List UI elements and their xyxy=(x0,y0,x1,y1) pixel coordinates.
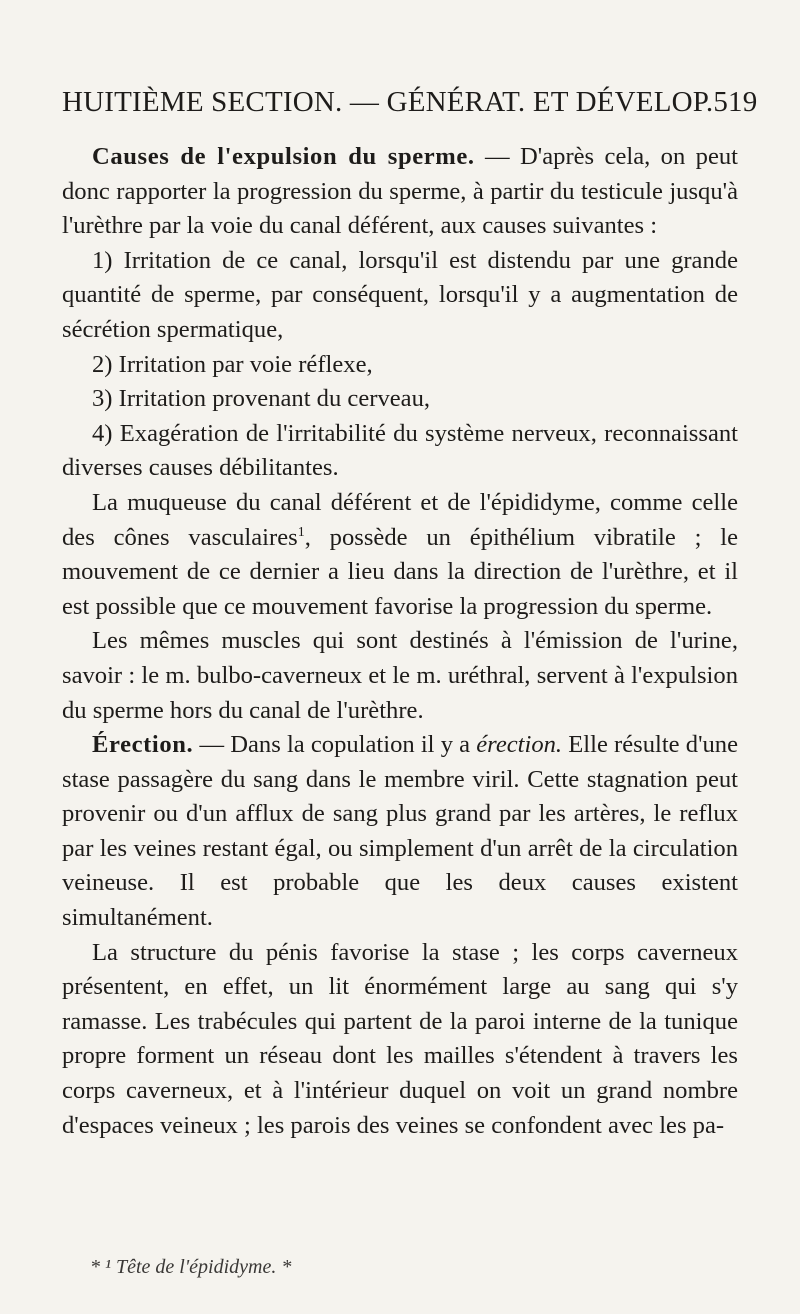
page-number: 519 xyxy=(713,86,758,118)
main-text xyxy=(62,140,738,1143)
list-item: 4) Exagération de l'irritabilité du système nerveux, reconnaissant diverses causes débilitantes. xyxy=(62,419,738,482)
running-header xyxy=(62,86,758,119)
paragraph-structure: La structure du pénis favorise la stase ; les corps caverneux présentent, en effet, un lit énormément large au sang qui s'y ramasse. Les trabécules qui partent de la paroi interne de la tunique propre forment un réseau dont les mailles s'étendent à travers les corps caverneux, et à l'intérieur duquel on voit un grand nombre d'espaces veineux ; les parois des veines se confondent avec les pa- xyxy=(62,938,738,1139)
paragraph-text: — Dans la copulation il y a xyxy=(199,731,477,759)
list-item: 1) Irritation de ce canal, lorsqu'il est distendu par une grande quantité de sperme, par conséquent, lorsqu'il y a augmentation de sécrétion spermatique, xyxy=(62,246,738,343)
list-item: 3) Irritation provenant du cerveau, xyxy=(92,385,431,413)
footnote: * ¹ Tête de l'épididyme. * xyxy=(90,1256,292,1278)
intro-text: — D'après cela, on peut donc rapporter la progression du sperme, à partir du testicule jusqu'à l'urèthre par la voie du canal déférent, aux causes suivantes : xyxy=(62,143,738,240)
paragraph-text: , possède un épithélium vibratile ; le mouvement de ce dernier a lieu dans la direction de l'urèthre, et il est possible que ce mouvement favorise la progression du sperme. xyxy=(62,523,738,620)
section-heading-erection: Érection. xyxy=(92,731,194,759)
section-heading-expulsion: Causes de l'expulsion du sperme. xyxy=(92,143,475,170)
paragraph-text: La muqueuse du canal déférent et de l'épididyme, comme celle des cônes vasculaires xyxy=(62,488,738,551)
paragraph-muscles: Les mêmes muscles qui sont destinés à l'émission de l'urine, savoir : le m. bulbo-caverneux et le m. uréthral, servent à l'expulsion du sperme hors du canal de l'urèthre. xyxy=(62,627,738,724)
paragraph-text: Elle résulte d'une stase passagère du sang dans le membre viril. Cette stagnation peut provenir ou d'un afflux de sang plus grand par les artères, le reflux par les veines restant égal, ou simplement d'un arrêt de la circulation veineuse. Il est probable que les deux causes existent simultanément. xyxy=(62,731,739,932)
paragraph-expulsion-intro xyxy=(62,140,738,244)
italic-term: érection. xyxy=(476,731,563,759)
running-title: HUITIÈME SECTION. — GÉNÉRAT. ET DÉVELOP. xyxy=(62,86,714,118)
paragraph-muqueuse xyxy=(62,486,738,624)
footnote-marker: 1 xyxy=(297,524,305,540)
list-item: 2) Irritation par voie réflexe, xyxy=(92,350,373,378)
paragraph-erection xyxy=(62,728,738,936)
